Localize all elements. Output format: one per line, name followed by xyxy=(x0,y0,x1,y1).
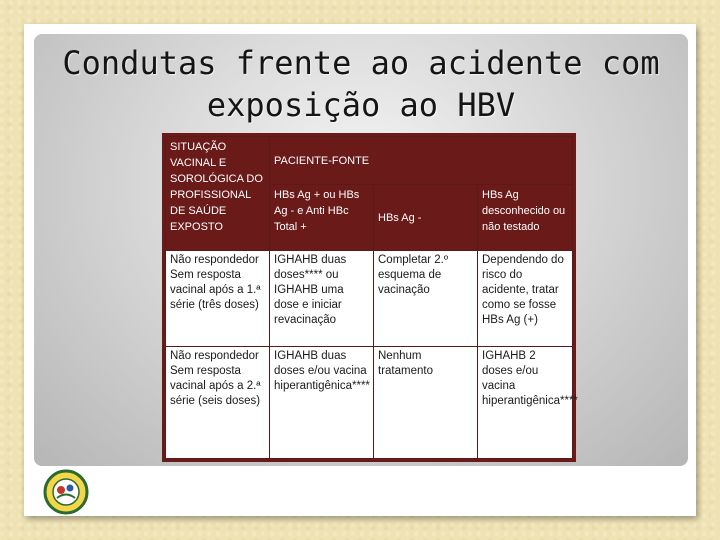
row1-situacao: Não respondedor Sem resposta vacinal após a 1.ª série (três doses) xyxy=(166,251,270,347)
conduct-table xyxy=(162,133,576,462)
subheader-hbsag-desconhecido: HBs Ag desconhecido ou não testado xyxy=(478,185,573,251)
institution-seal-icon xyxy=(43,469,89,515)
row1-negativo: Completar 2.º esquema de vacinação xyxy=(374,251,478,347)
row2-positivo: IGHAHB duas doses e/ou vacina hiperantigênica**** xyxy=(270,347,374,459)
table-row xyxy=(166,347,573,459)
header-paciente-fonte: PACIENTE-FONTE xyxy=(270,137,573,185)
subheader-hbsag-positivo: HBs Ag + ou HBs Ag - e Anti HBc Total + xyxy=(270,185,374,251)
row1-desconhecido: Dependendo do risco do acidente, tratar como se fosse HBs Ag (+) xyxy=(478,251,573,347)
slide-title xyxy=(34,42,688,126)
title-line-2: exposição ao HBV xyxy=(206,86,516,124)
header-situacao: SITUAÇÃO VACINAL E SOROLÓGICA DO PROFISSIONAL DE SAÚDE EXPOSTO xyxy=(166,137,270,251)
table-row xyxy=(166,251,573,347)
row2-negativo: Nenhum tratamento xyxy=(374,347,478,459)
row2-desconhecido: IGHAHB 2 doses e/ou vacina hiperantigênica**** xyxy=(478,347,573,459)
subheader-hbsag-negativo: HBs Ag - xyxy=(374,185,478,251)
title-line-1: Condutas frente ao acidente com xyxy=(62,44,660,82)
row2-situacao: Não respondedor Sem resposta vacinal após a 2.ª série (seis doses) xyxy=(166,347,270,459)
table-header-row xyxy=(166,137,573,185)
row1-positivo: IGHAHB duas doses**** ou IGHAHB uma dose e iniciar revacinação xyxy=(270,251,374,347)
